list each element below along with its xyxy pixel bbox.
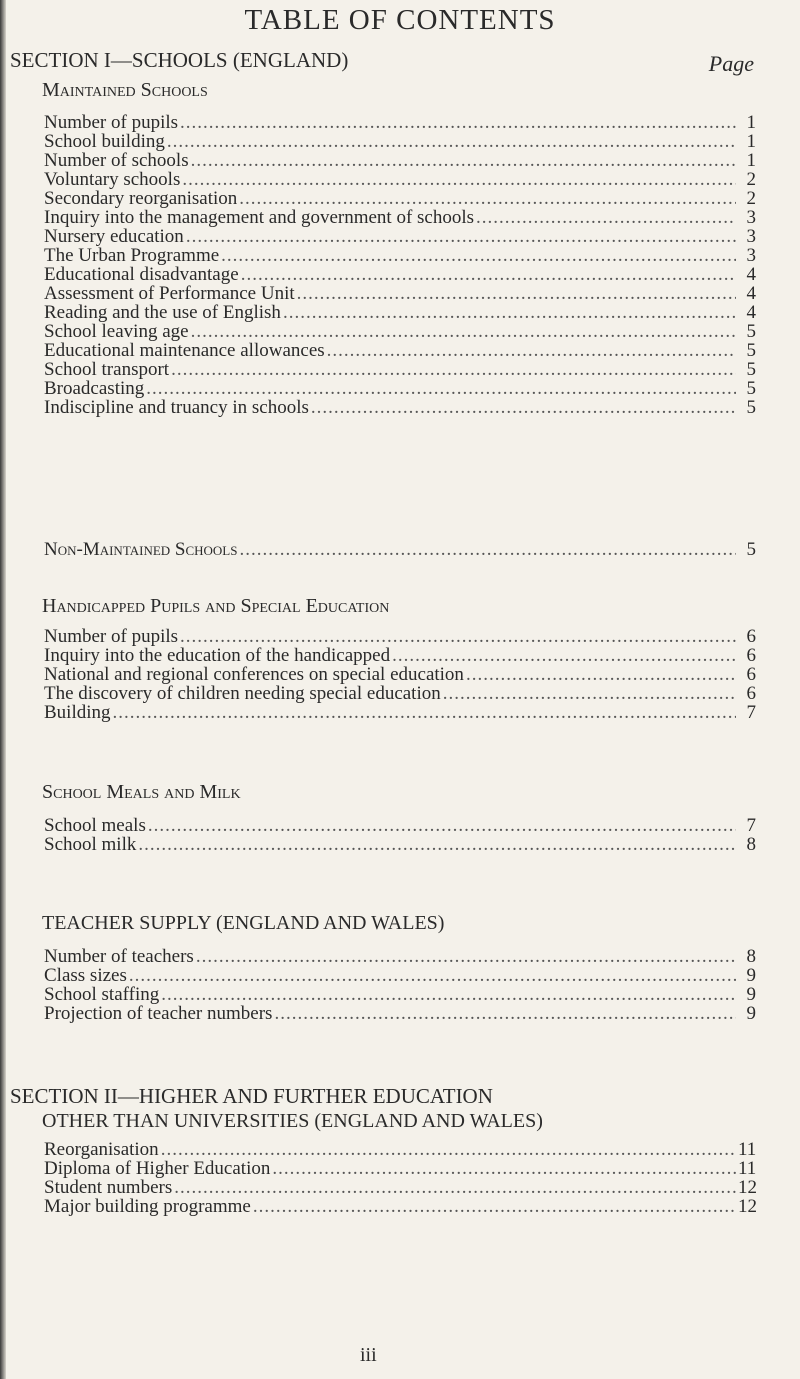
toc-entry[interactable]: Educational disadvantage ..... 4: [44, 265, 756, 284]
toc-entry[interactable]: Number of pupils ..... 6: [44, 627, 756, 646]
toc-entry[interactable]: Secondary reorganisation ..... 2: [44, 189, 756, 208]
section-1-heading: SECTION I—SCHOOLS (ENGLAND): [10, 48, 349, 72]
toc-entry[interactable]: School meals ..... 7: [44, 816, 756, 835]
toc-entry[interactable]: Number of pupils ..... 1: [44, 113, 756, 132]
handicapped-heading: Handicapped Pupils and Special Education: [42, 595, 390, 617]
toc-entry[interactable]: Non-Maintained Schools ..... 5: [44, 540, 756, 559]
toc-entry[interactable]: Broadcasting ..... 5: [44, 379, 756, 398]
toc-entry[interactable]: Reading and the use of English ..... 4: [44, 303, 756, 322]
toc-entry[interactable]: Reorganisation ..... 11: [44, 1140, 756, 1159]
toc-entry[interactable]: The Urban Programme ..... 3: [44, 246, 756, 265]
toc-entry[interactable]: Educational maintenance allowances ..... 5: [44, 341, 756, 360]
toc-entry[interactable]: Projection of teacher numbers ..... 9: [44, 1004, 756, 1023]
teacher-entries: [44, 947, 756, 1023]
toc-entry[interactable]: School leaving age ..... 5: [44, 322, 756, 341]
higher-education-entries: [44, 1140, 756, 1216]
toc-entry[interactable]: Building ..... 7: [44, 703, 756, 722]
toc-entry[interactable]: Major building programme ..... 12: [44, 1197, 756, 1216]
toc-entry[interactable]: The discovery of children needing special education ..... 6: [44, 684, 756, 703]
toc-entry[interactable]: School transport ..... 5: [44, 360, 756, 379]
toc-entry[interactable]: Number of schools ..... 1: [44, 151, 756, 170]
section-2-heading: SECTION II—HIGHER AND FURTHER EDUCATION: [10, 1084, 493, 1108]
non-maintained-entry: [44, 540, 756, 559]
page-number: iii: [360, 1344, 377, 1366]
meals-entries: [44, 816, 756, 854]
section-2-subheading: OTHER THAN UNIVERSITIES (ENGLAND AND WALES): [42, 1110, 543, 1132]
toc-entry[interactable]: Number of teachers ..... 8: [44, 947, 756, 966]
toc-entry[interactable]: Assessment of Performance Unit ..... 4: [44, 284, 756, 303]
toc-entry[interactable]: School milk ..... 8: [44, 835, 756, 854]
toc-entry[interactable]: Voluntary schools ..... 2: [44, 170, 756, 189]
maintained-schools-heading: Maintained Schools: [42, 79, 208, 101]
teacher-supply-heading: TEACHER SUPPLY (ENGLAND AND WALES): [42, 912, 445, 934]
toc-entry[interactable]: Student numbers ..... 12: [44, 1178, 756, 1197]
toc-entry[interactable]: Inquiry into the management and government of schools ..... 3: [44, 208, 756, 227]
toc-entry[interactable]: National and regional conferences on special education ..... 6: [44, 665, 756, 684]
toc-entry[interactable]: School staffing ..... 9: [44, 985, 756, 1004]
handicapped-entries: [44, 627, 756, 722]
toc-entry[interactable]: Diploma of Higher Education ..... 11: [44, 1159, 756, 1178]
meals-heading: School Meals and Milk: [42, 781, 241, 803]
toc-entry[interactable]: School building ..... 1: [44, 132, 756, 151]
maintained-entries: [44, 113, 756, 417]
toc-entry[interactable]: Nursery education ..... 3: [44, 227, 756, 246]
page-edge: [0, 0, 6, 1379]
toc-entry[interactable]: Indiscipline and truancy in schools ..... 5: [44, 398, 756, 417]
toc-entry[interactable]: Class sizes ..... 9: [44, 966, 756, 985]
page-title: TABLE OF CONTENTS: [244, 4, 556, 36]
page-column-label: Page: [708, 51, 754, 76]
toc-entry[interactable]: Inquiry into the education of the handicapped ..... 6: [44, 646, 756, 665]
